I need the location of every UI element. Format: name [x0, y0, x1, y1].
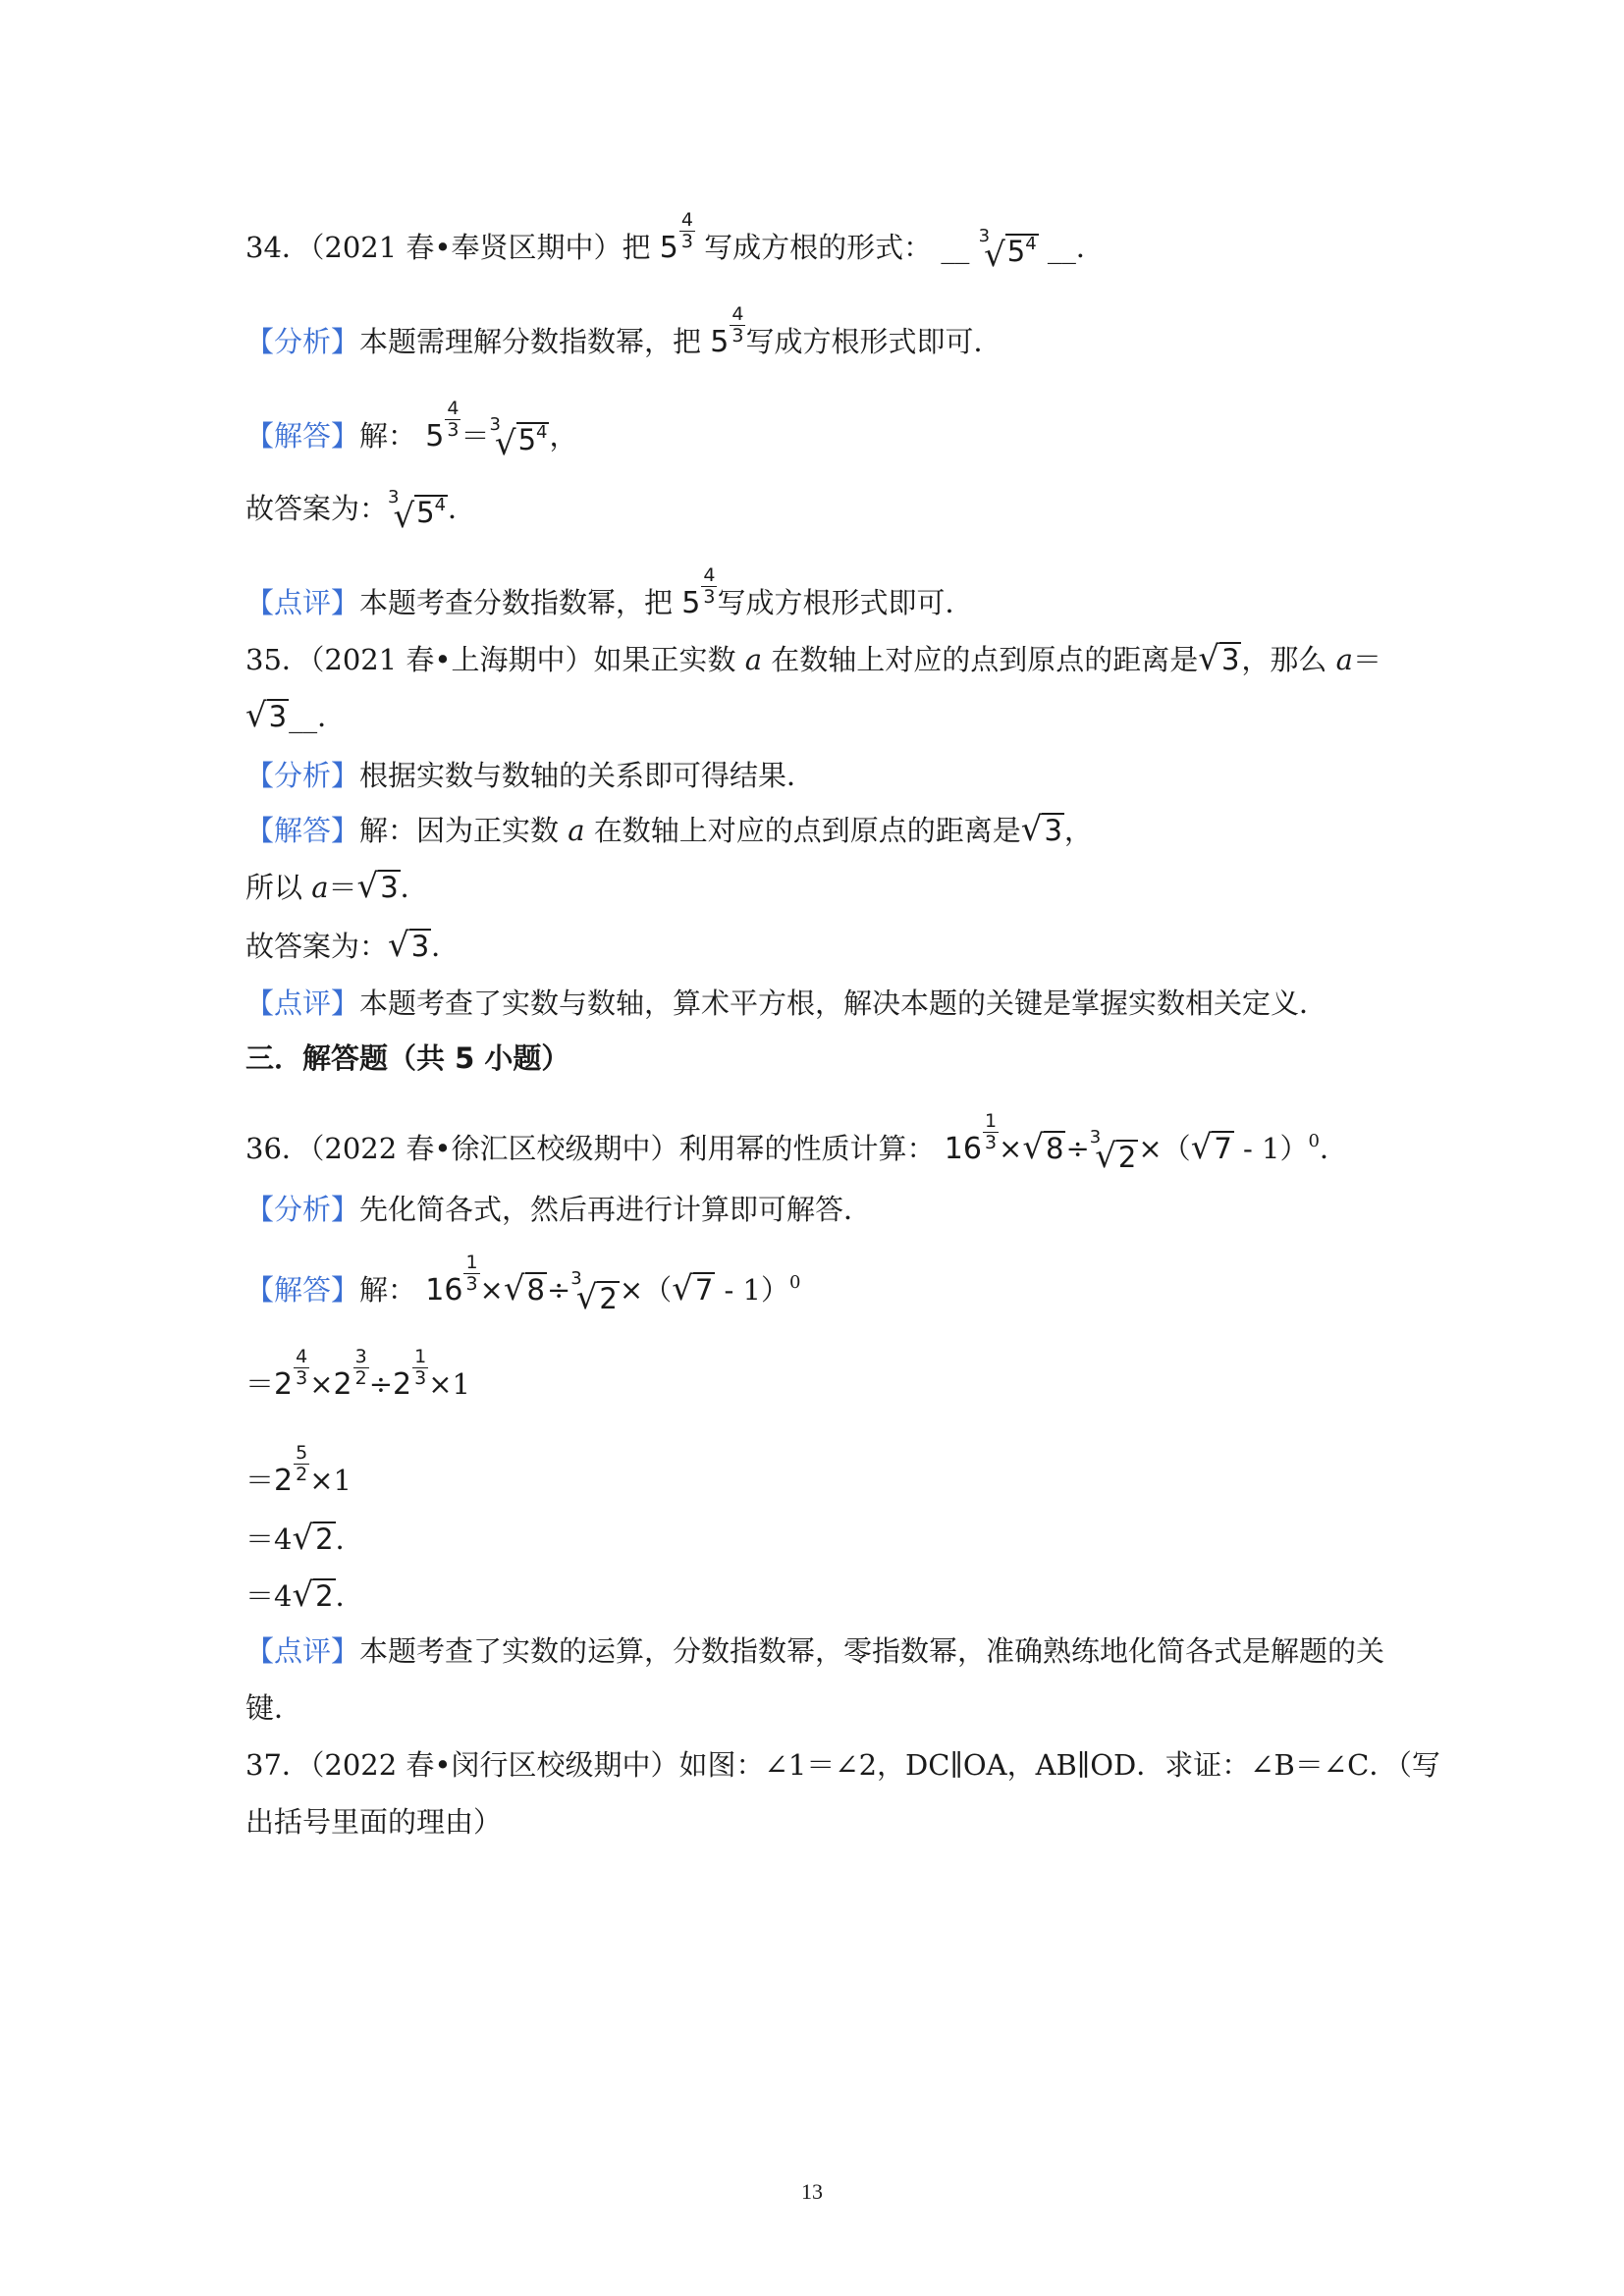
q37-line2: 出括号里面的理由） — [245, 1805, 503, 1839]
q35-so: 所以 a＝ √ 3 ． — [245, 867, 429, 906]
q36-solution: 【解答】解： 16 $\frac{1}{3}$ × √ 8 ÷ 3 √ 2 ×（ √ 7 - 1）$^0$ — [245, 1252, 801, 1317]
q36-comment-cont: 键． — [245, 1691, 303, 1725]
q35-solution: 【解答】解：因为正实数 a 在数轴上对应的点到原点的距离是 √ 3 ， — [245, 810, 1093, 849]
q34-analysis: 【分析】本题需理解分数指数幂，把 5 $\frac{4}{3}$ 写成方根形式即可． — [245, 303, 1002, 359]
q36-analysis: 【分析】先化简各式，然后再进行计算即可解答． — [245, 1193, 873, 1226]
q34-comment: 【点评】本题考查分数指数幂，把 5 $\frac{4}{3}$ 写成方根形式即可． — [245, 564, 974, 620]
q34-answer: 故答案为： 3 √ $5^4$ ． — [245, 487, 477, 536]
page-number: 13 — [801, 2179, 823, 2204]
section-title: 三．解答题（共 5 小题） — [245, 1041, 570, 1075]
q35-analysis: 【分析】根据实数与数轴的关系即可得结果． — [245, 759, 816, 792]
q35-answer: 故答案为： √ 3 ． — [245, 926, 460, 965]
q34-cube-root: 3 √ $5^4$ — [978, 226, 1037, 275]
q34-power: 5 $\frac{4}{3}$ — [659, 209, 693, 265]
q35-comment: 【点评】本题考查了实数与数轴，算术平方根，解决本题的关键是掌握实数相关定义． — [245, 987, 1328, 1020]
q35-question: 35．（2021 春•上海期中）如果正实数 a 在数轴上对应的点到原点的距离是 √ 3 ，那么 a＝ — [245, 639, 1381, 678]
q35-answer-blank: √ 3 __． — [245, 696, 347, 735]
q34-solution: 【解答】解： 5 $\frac{4}{3}$ ＝ 3 √ $5^4$ ， — [245, 398, 578, 463]
q36-step3: ＝4 √ 2 ． — [245, 1519, 364, 1558]
q37-line1: 37．（2022 春•闵行区校级期中）如图：∠1＝∠2，DC∥OA，AB∥OD．求证：∠B＝∠C．（写 — [245, 1748, 1440, 1782]
q36-question: 36．（2022 春•徐汇区校级期中）利用幂的性质计算： 16 $\frac{1}{3}$ × √ 8 ÷ 3 √ 2 ×（ √ 7 - 1）$^0$． — [245, 1110, 1348, 1176]
q36-step1: ＝2 $\frac{4}{3}$ ×2 $\frac{3}{2}$ ÷2 $\frac{1}{3}$ ×1 — [245, 1346, 470, 1402]
q34-question: 34．（2021 春•奉贤区期中）把 5 $\frac{4}{3}$ 写成方根的形式： __ 3 √ $5^4$ __． — [245, 228, 1384, 283]
q36-step4: ＝4 √ 2 ． — [245, 1575, 364, 1615]
q36-step2: ＝2 $\frac{5}{2}$ ×1 — [245, 1442, 352, 1498]
q36-comment: 【点评】本题考查了实数的运算，分数指数幂，零指数幂，准确熟练地化简各式是解题的关 — [245, 1634, 1385, 1668]
